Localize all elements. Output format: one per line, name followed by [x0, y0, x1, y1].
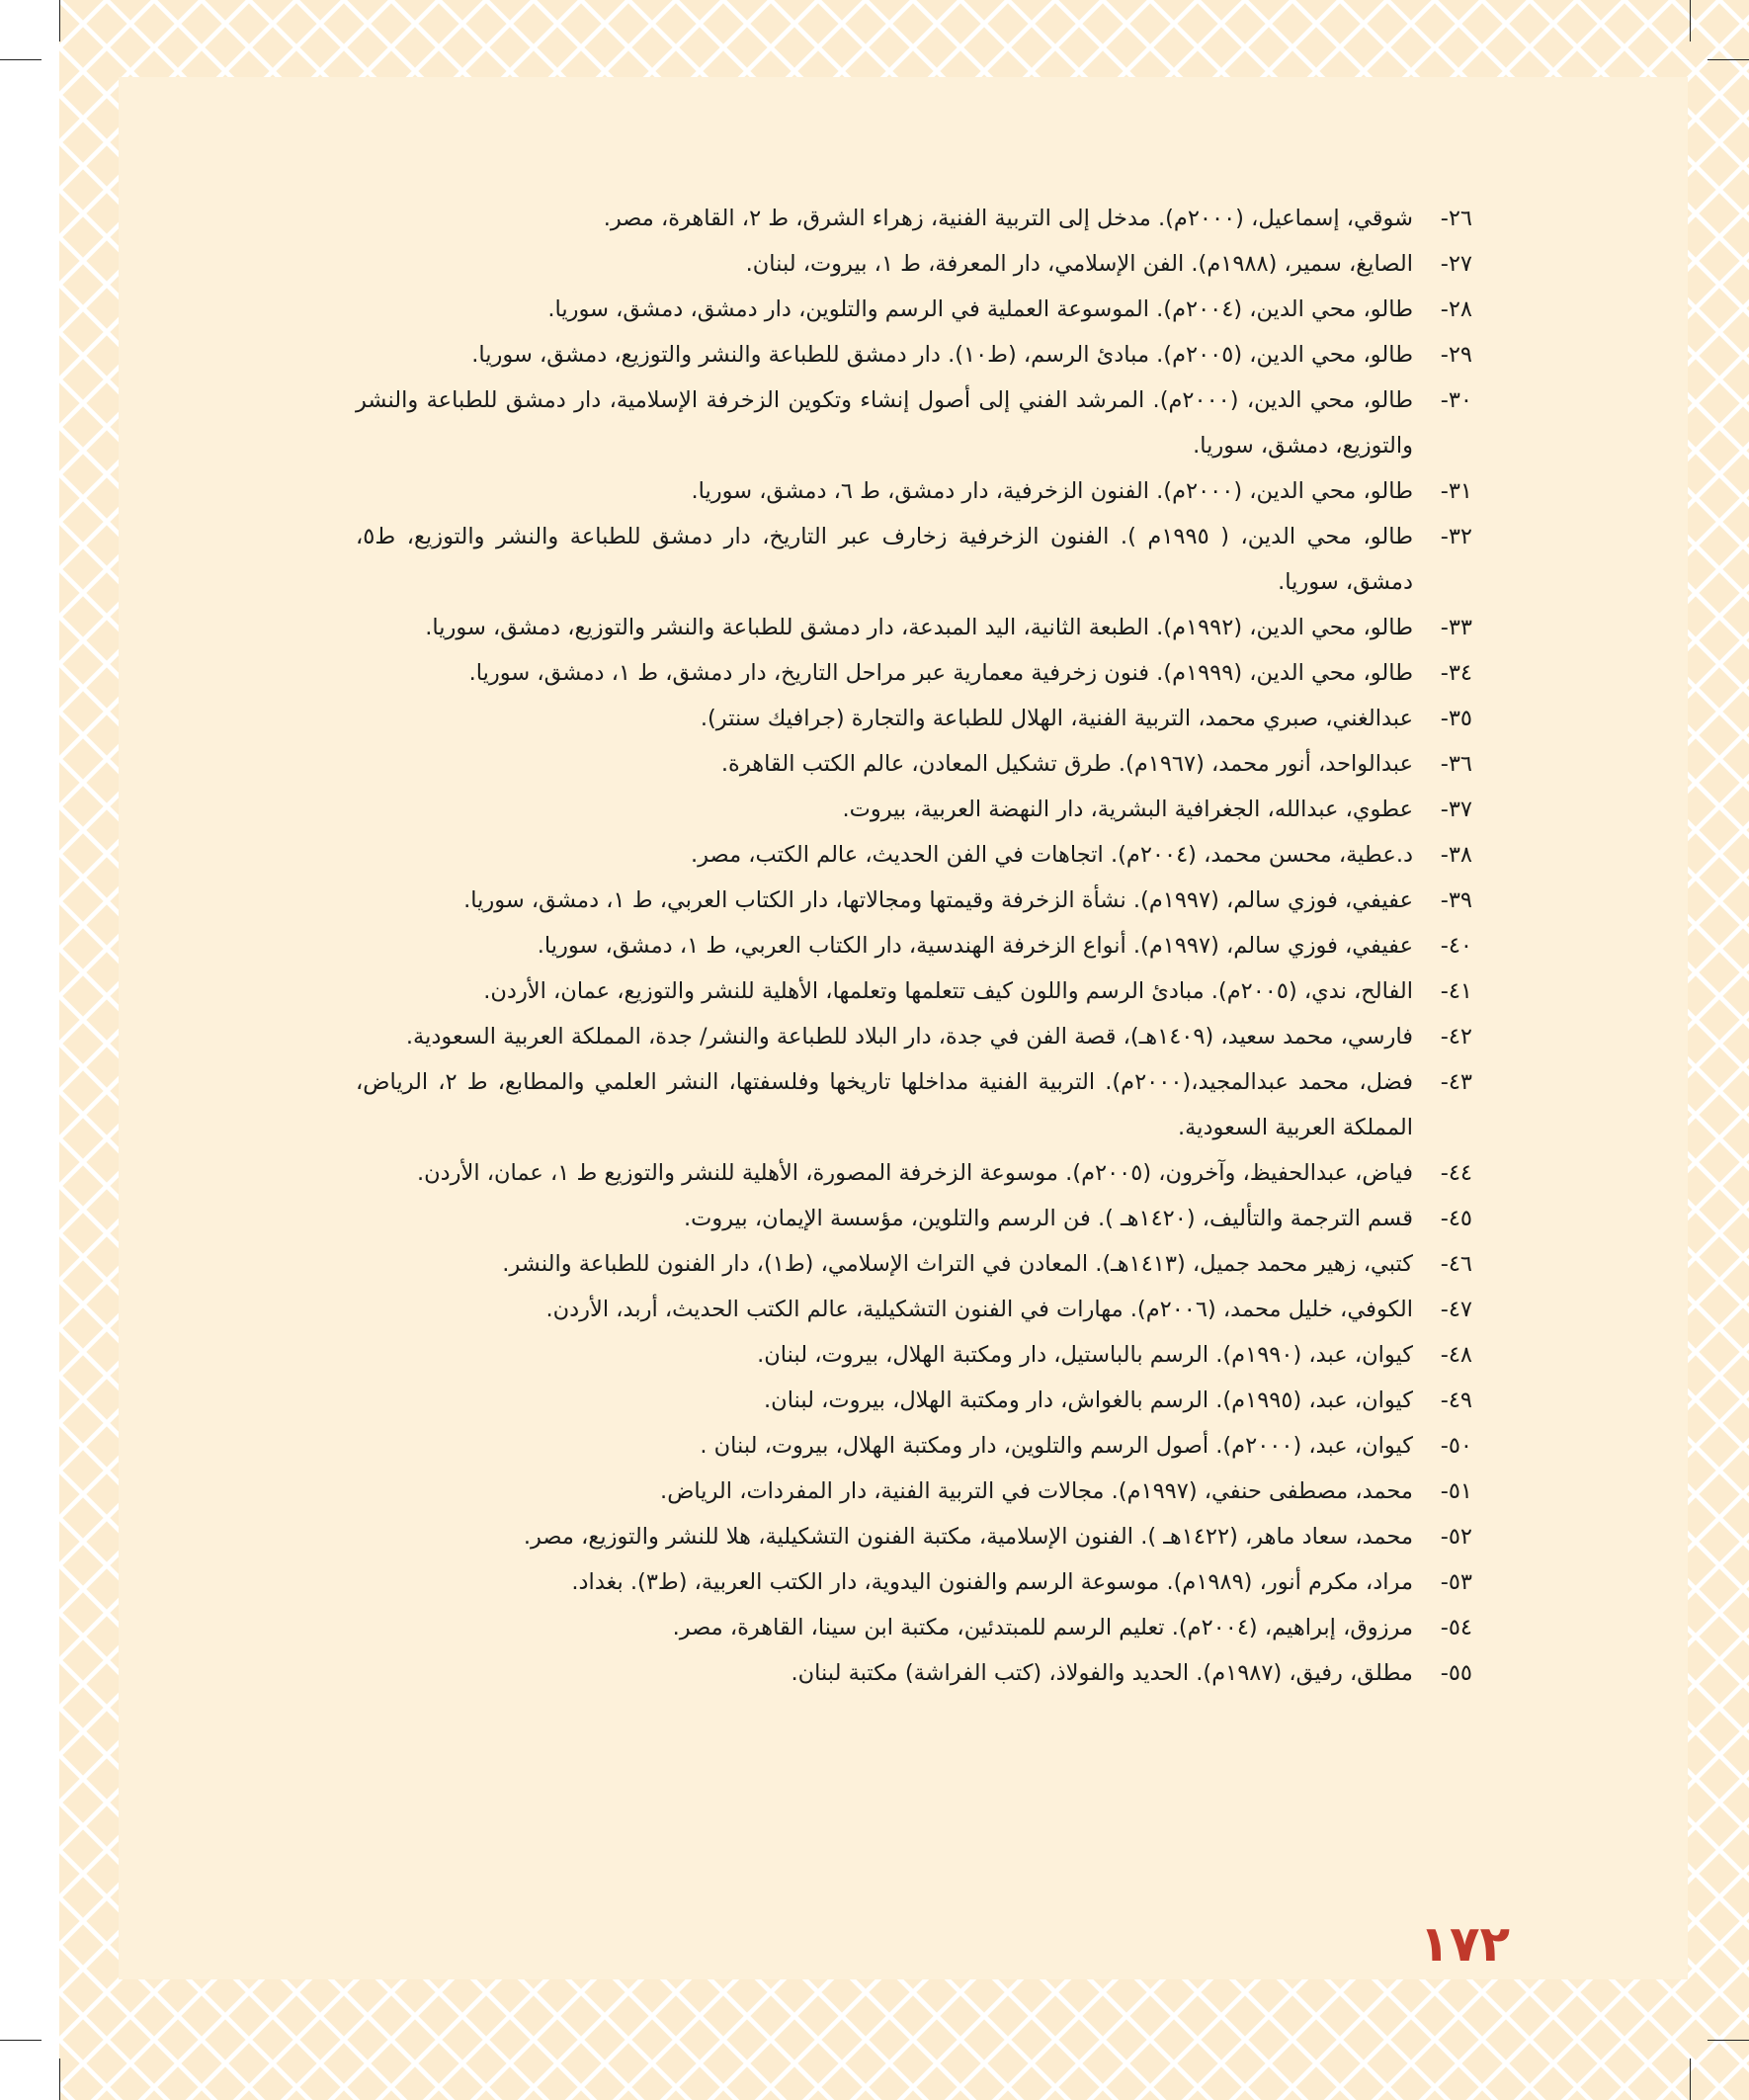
reference-number: ٤٣-	[1440, 1069, 1472, 1095]
reference-number: ٣٥-	[1440, 706, 1472, 731]
reference-item	[356, 1241, 1472, 1287]
reference-number: ٣٧-	[1440, 797, 1472, 822]
reference-number: ٤٤-	[1440, 1160, 1472, 1186]
reference-text: طالو، محي الدين، (٢٠٠٠م). الفنون الزخرفية، دار دمشق، ط ٦، دمشق، سوريا.	[691, 478, 1413, 504]
reference-text: الكوفي، خليل محمد، (٢٠٠٦م). مهارات في الفنون التشكيلية، عالم الكتب الحديث، أربد، الأردن.	[545, 1297, 1413, 1322]
reference-item	[356, 1650, 1472, 1696]
reference-text: طالو، محي الدين، (٢٠٠٠م). المرشد الفني إلى أصول إنشاء وتكوين الزخرفة الإسلامية، دار دمشق للطباعة والنشر والتوزيع، دمشق، سوريا.	[356, 387, 1413, 459]
reference-item	[356, 196, 1472, 241]
reference-number: ٣٤-	[1440, 660, 1472, 686]
crop-mark-top-right-h	[1707, 59, 1749, 60]
reference-text: طالو، محي الدين، (١٩٩٢م). الطبعة الثانية، اليد المبدعة، دار دمشق للطباعة والنشر والتوزيع، دمشق، سوريا.	[425, 615, 1413, 640]
references-list	[356, 196, 1472, 1696]
reference-number: ٣٦-	[1440, 751, 1472, 777]
reference-text: شوقي، إسماعيل، (٢٠٠٠م). مدخل إلى التربية الفنية، زهراء الشرق، ط ٢، القاهرة، مصر.	[603, 206, 1413, 231]
reference-number: ٤٨-	[1440, 1342, 1472, 1368]
reference-number: ٣٣-	[1440, 615, 1472, 640]
reference-text: طالو، محي الدين، ( ١٩٩٥م ). الفنون الزخرفية زخارف عبر التاريخ، دار دمشق للطباعة والنشر والتوزيع، ط٥، دمشق، سوريا.	[356, 524, 1413, 595]
crop-mark-bottom-right-h	[1707, 2040, 1749, 2041]
reference-number: ٢٦-	[1440, 206, 1472, 231]
reference-item	[356, 1423, 1472, 1469]
reference-text: عفيفي، فوزي سالم، (١٩٩٧م). نشأة الزخرفة وقيمتها ومجالاتها، دار الكتاب العربي، ط ١، دمشق، سوريا.	[463, 887, 1413, 913]
crop-mark-top-left-v	[59, 0, 60, 42]
crop-mark-top-left-h	[0, 59, 42, 60]
reference-number: ٤١-	[1440, 978, 1472, 1004]
reference-text: فارسي، محمد سعيد، (١٤٠٩هـ)، قصة الفن في جدة، دار البلاد للطباعة والنشر/ جدة، المملكة العربية السعودية.	[405, 1024, 1413, 1050]
reference-text: كيوان، عبد، (٢٠٠٠م). أصول الرسم والتلوين، دار ومكتبة الهلال، بيروت، لبنان .	[700, 1433, 1413, 1459]
reference-text: مراد، مكرم أنور، (١٩٨٩م). موسوعة الرسم والفنون اليدوية، دار الكتب العربية، (ط٣). بغداد.	[571, 1569, 1413, 1595]
reference-number: ٥٣-	[1440, 1569, 1472, 1595]
reference-number: ٣٢-	[1440, 524, 1472, 549]
reference-item	[356, 878, 1472, 923]
reference-item	[356, 1059, 1472, 1150]
reference-text: عفيفي، فوزي سالم، (١٩٩٧م). أنواع الزخرفة الهندسية، دار الكتاب العربي، ط ١، دمشق، سوريا.	[537, 933, 1413, 959]
reference-item	[356, 241, 1472, 287]
reference-text: مطلق، رفيق، (١٩٨٧م). الحديد والفولاذ، (كتب الفراشة) مكتبة لبنان.	[791, 1660, 1413, 1686]
reference-number: ٣٠-	[1440, 387, 1472, 413]
reference-item	[356, 1605, 1472, 1650]
reference-text: فضل، محمد عبدالمجيد،(٢٠٠٠م). التربية الفنية مداخلها تاريخها وفلسفتها، النشر العلمي والمطابع، ط ٢، الرياض، المملكة العربية السعودية.	[356, 1069, 1413, 1140]
reference-item	[356, 832, 1472, 878]
reference-item	[356, 605, 1472, 650]
reference-number: ٤٩-	[1440, 1387, 1472, 1413]
reference-text: طالو، محي الدين، (٢٠٠٥م). مبادئ الرسم، (ط١٠). دار دمشق للطباعة والنشر والتوزيع، دمشق، سوريا.	[471, 342, 1413, 368]
reference-item	[356, 1196, 1472, 1241]
crop-mark-bottom-left-v	[59, 2058, 60, 2100]
crop-mark-bottom-right-v	[1690, 2058, 1691, 2100]
reference-item	[356, 696, 1472, 741]
reference-number: ٣٨-	[1440, 842, 1472, 868]
reference-item	[356, 1014, 1472, 1059]
reference-text: الفالح، ندي، (٢٠٠٥م). مبادئ الرسم واللون كيف تتعلمها وتعلمها، الأهلية للنشر والتوزيع، عمان، الأردن.	[483, 978, 1413, 1004]
reference-item	[356, 968, 1472, 1014]
reference-text: كيوان، عبد، (١٩٩٠م). الرسم بالباستيل، دار ومكتبة الهلال، بيروت، لبنان.	[757, 1342, 1413, 1368]
reference-item	[356, 468, 1472, 514]
reference-item	[356, 1287, 1472, 1332]
reference-number: ٤٠-	[1440, 933, 1472, 959]
crop-mark-top-right-v	[1690, 0, 1691, 42]
reference-item	[356, 923, 1472, 968]
reference-text: كيوان، عبد، (١٩٩٥م). الرسم بالغواش، دار ومكتبة الهلال، بيروت، لبنان.	[764, 1387, 1413, 1413]
reference-text: مرزوق، إبراهيم، (٢٠٠٤م). تعليم الرسم للمبتدئين، مكتبة ابن سينا، القاهرة، مصر.	[672, 1615, 1413, 1640]
reference-item	[356, 1150, 1472, 1196]
reference-item	[356, 1469, 1472, 1514]
reference-text: عطوي، عبدالله، الجغرافية البشرية، دار النهضة العربية، بيروت.	[842, 797, 1413, 822]
reference-item	[356, 332, 1472, 378]
reference-number: ٢٩-	[1440, 342, 1472, 368]
reference-text: فياض، عبدالحفيظ، وآخرون، (٢٠٠٥م). موسوعة الزخرفة المصورة، الأهلية للنشر والتوزيع ط ١، عمان، الأردن.	[416, 1160, 1413, 1186]
reference-number: ٤٦-	[1440, 1251, 1472, 1277]
reference-item	[356, 787, 1472, 832]
reference-number: ٢٨-	[1440, 296, 1472, 322]
reference-number: ٣٩-	[1440, 887, 1472, 913]
reference-text: قسم الترجمة والتأليف، (١٤٢٠هـ ). فن الرسم والتلوين، مؤسسة الإيمان، بيروت.	[684, 1206, 1413, 1231]
reference-text: طالو، محي الدين، (١٩٩٩م). فنون زخرفية معمارية عبر مراحل التاريخ، دار دمشق، ط ١، دمشق، سوريا.	[468, 660, 1413, 686]
reference-number: ٤٢-	[1440, 1024, 1472, 1050]
reference-number: ٥٢-	[1440, 1524, 1472, 1550]
reference-text: الصايغ، سمير، (١٩٨٨م). الفن الإسلامي، دار المعرفة، ط ١، بيروت، لبنان.	[745, 251, 1413, 277]
reference-text: د.عطية، محسن محمد، (٢٠٠٤م). اتجاهات في الفن الحديث، عالم الكتب، مصر.	[690, 842, 1413, 868]
reference-item	[356, 650, 1472, 696]
reference-item	[356, 741, 1472, 787]
reference-item	[356, 1514, 1472, 1559]
reference-text: محمد، مصطفى حنفي، (١٩٩٧م). مجالات في التربية الفنية، دار المفردات، الرياض.	[660, 1478, 1413, 1504]
reference-item	[356, 287, 1472, 332]
reference-text: محمد، سعاد ماهر، (١٤٢٢هـ ). الفنون الإسلامية، مكتبة الفنون التشكيلية، هلا للنشر والتوزيع، مصر.	[523, 1524, 1413, 1550]
reference-text: كتبي، زهير محمد جميل، (١٤١٣هـ). المعادن في التراث الإسلامي، (ط١)، دار الفنون للطباعة والنشر.	[502, 1251, 1413, 1277]
crop-mark-bottom-left-h	[0, 2040, 42, 2041]
reference-item	[356, 1332, 1472, 1378]
reference-number: ٥٤-	[1440, 1615, 1472, 1640]
reference-number: ٤٧-	[1440, 1297, 1472, 1322]
reference-number: ٣١-	[1440, 478, 1472, 504]
reference-number: ٥٠-	[1440, 1433, 1472, 1459]
reference-item	[356, 1559, 1472, 1605]
reference-text: عبدالغني، صبري محمد، التربية الفنية، الهلال للطباعة والتجارة (جرافيك سنتر).	[700, 706, 1413, 731]
reference-text: طالو، محي الدين، (٢٠٠٤م). الموسوعة العملية في الرسم والتلوين، دار دمشق، دمشق، سوريا.	[547, 296, 1413, 322]
reference-text: عبدالواحد، أنور محمد، (١٩٦٧م). طرق تشكيل المعادن، عالم الكتب القاهرة.	[720, 751, 1413, 777]
reference-number: ٢٧-	[1440, 251, 1472, 277]
reference-item	[356, 514, 1472, 605]
reference-item	[356, 1378, 1472, 1423]
reference-number: ٥٥-	[1440, 1660, 1472, 1686]
reference-number: ٤٥-	[1440, 1206, 1472, 1231]
page-number: ١٧٢	[1419, 1915, 1510, 1973]
reference-item	[356, 378, 1472, 468]
reference-number: ٥١-	[1440, 1478, 1472, 1504]
